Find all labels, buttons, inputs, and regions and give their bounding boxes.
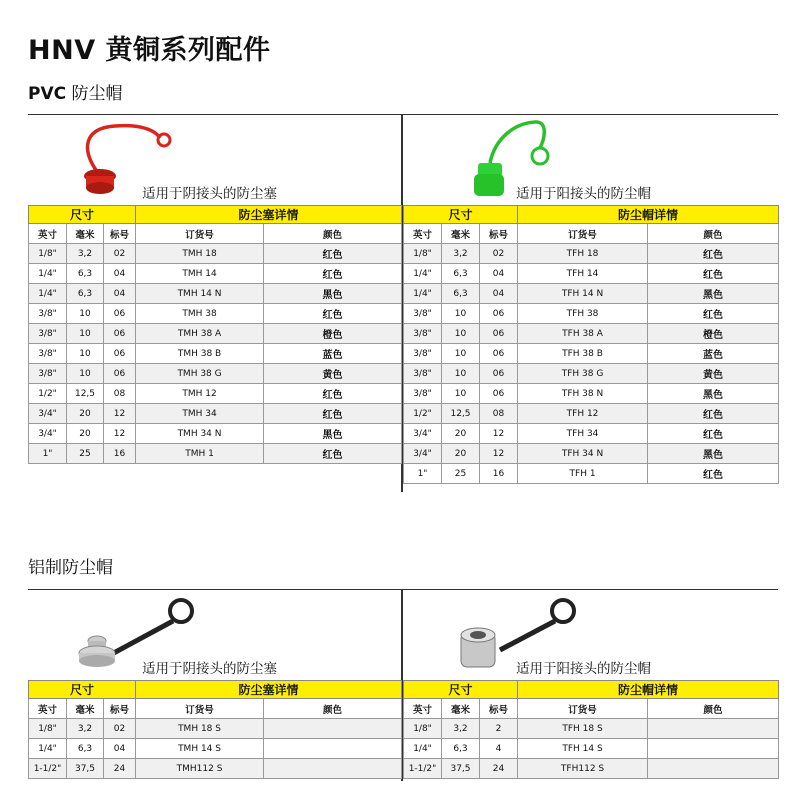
table-group-header: [29, 206, 402, 224]
table-row: [404, 464, 779, 484]
table-row: [404, 739, 779, 759]
col-order-no-cell: TFH 18 S: [518, 719, 648, 739]
col-order-no-cell: TFH112 S: [518, 759, 648, 779]
col-order-no-cell: TFH 38: [518, 304, 648, 324]
col-order-no-cell: TMH 14 S: [136, 739, 264, 759]
col-inch-cell: 3/4": [29, 424, 67, 444]
table-row: [29, 324, 402, 344]
col-mm-cell: 3,2: [67, 244, 104, 264]
column-header-row: [404, 699, 779, 719]
col-code-cell: 12: [480, 424, 518, 444]
col-order-no-cell: TMH 14: [136, 264, 264, 284]
col-inch-cell: 1/4": [29, 264, 67, 284]
col-color-cell: 红色: [264, 384, 402, 404]
col-inch-header: 英寸: [404, 224, 442, 244]
col-color-cell: 红色: [264, 444, 402, 464]
alu-top-rule: [28, 589, 778, 590]
col-mm-cell: 6,3: [442, 264, 480, 284]
col-order-no-cell: TMH 18 S: [136, 719, 264, 739]
col-inch-cell: 3/8": [404, 324, 442, 344]
table-row: [404, 244, 779, 264]
col-code-cell: 04: [480, 264, 518, 284]
col-mm-cell: 3,2: [67, 719, 104, 739]
table-row: [29, 759, 402, 779]
col-color-cell: 黑色: [648, 284, 779, 304]
pvc-heading: [28, 79, 123, 104]
col-code-cell: 06: [104, 304, 136, 324]
col-order-no-cell: TMH 38 B: [136, 344, 264, 364]
col-inch-cell: 1": [29, 444, 67, 464]
col-code-cell: 16: [480, 464, 518, 484]
col-code-cell: 12: [104, 404, 136, 424]
col-order-no-cell: TMH 34: [136, 404, 264, 424]
col-code-cell: 06: [480, 344, 518, 364]
col-inch-cell: 1/8": [29, 244, 67, 264]
table-row: [29, 444, 402, 464]
col-color-cell: 红色: [648, 264, 779, 284]
table-row: [404, 719, 779, 739]
col-inch-cell: 3/4": [404, 444, 442, 464]
col-color-header: 颜色: [648, 224, 779, 244]
col-color-header: 颜色: [264, 699, 402, 719]
table-group-header: [29, 681, 402, 699]
col-color-cell: 黑色: [648, 444, 779, 464]
col-code-cell: 06: [104, 344, 136, 364]
col-order-no-cell: TMH 12: [136, 384, 264, 404]
col-code-cell: 06: [104, 364, 136, 384]
col-mm-cell: 6,3: [67, 284, 104, 304]
col-mm-cell: 20: [442, 444, 480, 464]
table-row: [404, 384, 779, 404]
size-group-header: 尺寸: [29, 681, 136, 699]
col-mm-header: 毫米: [67, 699, 104, 719]
pvc-top-rule: [28, 114, 778, 115]
col-code-cell: 06: [480, 384, 518, 404]
col-color-cell: 红色: [264, 404, 402, 424]
table-row: [29, 424, 402, 444]
size-group-header: 尺寸: [404, 206, 518, 224]
col-order-no-cell: TFH 34 N: [518, 444, 648, 464]
col-color-cell: [264, 739, 402, 759]
col-code-cell: 08: [480, 404, 518, 424]
col-mm-cell: 12,5: [442, 404, 480, 424]
col-mm-cell: 20: [442, 424, 480, 444]
col-mm-cell: 6,3: [67, 739, 104, 759]
col-code-header: 标号: [104, 224, 136, 244]
column-header-row: [29, 224, 402, 244]
col-order-no-cell: TFH 18: [518, 244, 648, 264]
table-row: [29, 244, 402, 264]
pvc-left-caption: 适用于阴接头的防尘塞: [142, 186, 277, 202]
col-color-cell: [264, 719, 402, 739]
table-row: [29, 719, 402, 739]
col-color-cell: 橙色: [264, 324, 402, 344]
col-inch-cell: 1": [404, 464, 442, 484]
col-code-cell: 06: [480, 324, 518, 344]
col-mm-cell: 10: [67, 344, 104, 364]
col-color-cell: 红色: [648, 304, 779, 324]
table-group-header: [404, 206, 779, 224]
col-code-cell: 2: [480, 719, 518, 739]
col-mm-cell: 10: [67, 364, 104, 384]
detail-group-header: 防尘塞详情: [136, 206, 402, 224]
col-color-cell: 蓝色: [648, 344, 779, 364]
pvc-heading-text: 防尘帽: [66, 84, 123, 104]
col-mm-cell: 25: [442, 464, 480, 484]
col-order-no-cell: TMH 1: [136, 444, 264, 464]
col-mm-header: 毫米: [442, 699, 480, 719]
col-color-cell: 红色: [264, 244, 402, 264]
col-color-cell: 黑色: [264, 424, 402, 444]
col-inch-cell: 1/8": [404, 719, 442, 739]
col-color-cell: 红色: [264, 304, 402, 324]
col-order-no-cell: TFH 38 N: [518, 384, 648, 404]
col-order-no-cell: TFH 38 A: [518, 324, 648, 344]
col-color-cell: [648, 759, 779, 779]
col-code-cell: 12: [480, 444, 518, 464]
alu-left-caption: 适用于阴接头的防尘塞: [142, 661, 277, 677]
pvc-heading-bold: PVC: [28, 84, 67, 104]
col-order-no-cell: TFH 14 N: [518, 284, 648, 304]
table-row: [29, 364, 402, 384]
col-code-cell: 24: [104, 759, 136, 779]
col-inch-cell: 1-1/2": [404, 759, 442, 779]
col-color-cell: 红色: [264, 264, 402, 284]
col-code-cell: 06: [104, 324, 136, 344]
col-color-cell: [264, 759, 402, 779]
col-color-cell: 蓝色: [264, 344, 402, 364]
col-code-cell: 06: [480, 304, 518, 324]
col-order-no-cell: TFH 14 S: [518, 739, 648, 759]
col-order-no-cell: TFH 1: [518, 464, 648, 484]
detail-group-header: 防尘塞详情: [136, 681, 402, 699]
col-inch-cell: 3/8": [404, 384, 442, 404]
col-code-cell: 16: [104, 444, 136, 464]
col-inch-cell: 1/4": [29, 739, 67, 759]
table-row: [29, 284, 402, 304]
table-row: [404, 404, 779, 424]
table-row: [404, 284, 779, 304]
alu-right-caption: 适用于阳接头的防尘帽: [516, 661, 651, 677]
size-group-header: 尺寸: [404, 681, 518, 699]
col-mm-cell: 6,3: [442, 739, 480, 759]
table-row: [404, 304, 779, 324]
col-color-header: 颜色: [264, 224, 402, 244]
col-code-header: 标号: [104, 699, 136, 719]
col-inch-header: 英寸: [29, 224, 67, 244]
col-code-cell: 04: [480, 284, 518, 304]
table-group-header: [404, 681, 779, 699]
col-inch-cell: 1/2": [29, 384, 67, 404]
col-order-no-cell: TFH 34: [518, 424, 648, 444]
col-inch-cell: 1/4": [404, 284, 442, 304]
col-order-no-header: 订货号: [136, 224, 264, 244]
table-row: [404, 759, 779, 779]
col-order-no-cell: TMH 38: [136, 304, 264, 324]
table-row: [404, 324, 779, 344]
col-mm-cell: 20: [67, 404, 104, 424]
col-order-no-cell: TMH 34 N: [136, 424, 264, 444]
col-color-cell: 黄色: [264, 364, 402, 384]
col-inch-cell: 3/8": [404, 304, 442, 324]
table-row: [29, 739, 402, 759]
col-mm-cell: 25: [67, 444, 104, 464]
page-title: HNV 黄铜系列配件: [28, 35, 271, 66]
col-mm-cell: 10: [67, 324, 104, 344]
col-order-no-cell: TMH 14 N: [136, 284, 264, 304]
table-row: [404, 264, 779, 284]
col-color-cell: 红色: [648, 404, 779, 424]
col-order-no-cell: TFH 12: [518, 404, 648, 424]
col-mm-cell: 10: [442, 364, 480, 384]
col-mm-header: 毫米: [67, 224, 104, 244]
column-header-row: [404, 224, 779, 244]
col-inch-cell: 3/8": [29, 344, 67, 364]
col-mm-cell: 10: [442, 304, 480, 324]
table-row: [29, 404, 402, 424]
detail-group-header: 防尘帽详情: [518, 681, 779, 699]
col-order-no-cell: TFH 38 B: [518, 344, 648, 364]
col-color-cell: [648, 739, 779, 759]
col-inch-cell: 1/4": [404, 264, 442, 284]
col-color-cell: 红色: [648, 464, 779, 484]
col-mm-cell: 20: [67, 424, 104, 444]
col-mm-cell: 10: [442, 384, 480, 404]
col-code-cell: 02: [104, 244, 136, 264]
alu-right-table: [403, 680, 779, 779]
col-color-cell: 黑色: [648, 384, 779, 404]
col-mm-cell: 3,2: [442, 244, 480, 264]
col-code-cell: 04: [104, 284, 136, 304]
col-order-no-header: 订货号: [518, 224, 648, 244]
col-inch-cell: 1/8": [29, 719, 67, 739]
pvc-right-table: [403, 205, 779, 484]
col-code-cell: 12: [104, 424, 136, 444]
col-code-cell: 08: [104, 384, 136, 404]
col-mm-cell: 10: [442, 344, 480, 364]
col-code-header: 标号: [480, 224, 518, 244]
col-inch-cell: 3/4": [404, 424, 442, 444]
table-row: [404, 424, 779, 444]
column-header-row: [29, 699, 402, 719]
col-color-header: 颜色: [648, 699, 779, 719]
col-order-no-cell: TFH 38 G: [518, 364, 648, 384]
pvc-right-caption: 适用于阳接头的防尘帽: [516, 186, 651, 202]
pvc-left-table: [28, 205, 402, 464]
col-mm-cell: 10: [67, 304, 104, 324]
col-mm-cell: 3,2: [442, 719, 480, 739]
col-color-cell: [648, 719, 779, 739]
col-color-cell: 黑色: [264, 284, 402, 304]
table-row: [404, 444, 779, 464]
col-order-no-cell: TMH 38 G: [136, 364, 264, 384]
col-mm-header: 毫米: [442, 224, 480, 244]
col-order-no-header: 订货号: [136, 699, 264, 719]
col-code-cell: 24: [480, 759, 518, 779]
alu-heading: 铝制防尘帽: [28, 558, 113, 578]
col-code-header: 标号: [480, 699, 518, 719]
col-inch-cell: 1-1/2": [29, 759, 67, 779]
col-inch-cell: 1/4": [29, 284, 67, 304]
col-color-cell: 黄色: [648, 364, 779, 384]
col-mm-cell: 6,3: [442, 284, 480, 304]
col-code-cell: 02: [104, 719, 136, 739]
col-inch-cell: 3/8": [29, 324, 67, 344]
col-inch-cell: 3/8": [29, 364, 67, 384]
col-code-cell: 04: [104, 739, 136, 759]
col-code-cell: 04: [104, 264, 136, 284]
col-order-no-cell: TMH 38 A: [136, 324, 264, 344]
col-inch-cell: 3/8": [404, 364, 442, 384]
col-mm-cell: 37,5: [67, 759, 104, 779]
col-order-no-cell: TMH112 S: [136, 759, 264, 779]
alu-left-table: [28, 680, 402, 779]
col-code-cell: 06: [480, 364, 518, 384]
col-inch-header: 英寸: [404, 699, 442, 719]
col-color-cell: 红色: [648, 244, 779, 264]
table-row: [29, 384, 402, 404]
col-order-no-header: 订货号: [518, 699, 648, 719]
table-row: [29, 304, 402, 324]
col-order-no-cell: TMH 18: [136, 244, 264, 264]
col-mm-cell: 6,3: [67, 264, 104, 284]
col-inch-cell: 3/4": [29, 404, 67, 424]
col-inch-cell: 1/2": [404, 404, 442, 424]
col-inch-cell: 1/4": [404, 739, 442, 759]
col-color-cell: 橙色: [648, 324, 779, 344]
detail-group-header: 防尘帽详情: [518, 206, 779, 224]
col-mm-cell: 37,5: [442, 759, 480, 779]
col-code-cell: 02: [480, 244, 518, 264]
col-inch-cell: 3/8": [29, 304, 67, 324]
table-row: [404, 344, 779, 364]
col-inch-header: 英寸: [29, 699, 67, 719]
table-row: [29, 264, 402, 284]
col-code-cell: 4: [480, 739, 518, 759]
col-mm-cell: 12,5: [67, 384, 104, 404]
col-color-cell: 红色: [648, 424, 779, 444]
table-row: [404, 364, 779, 384]
size-group-header: 尺寸: [29, 206, 136, 224]
col-inch-cell: 1/8": [404, 244, 442, 264]
table-row: [29, 344, 402, 364]
col-mm-cell: 10: [442, 324, 480, 344]
col-order-no-cell: TFH 14: [518, 264, 648, 284]
col-inch-cell: 3/8": [404, 344, 442, 364]
